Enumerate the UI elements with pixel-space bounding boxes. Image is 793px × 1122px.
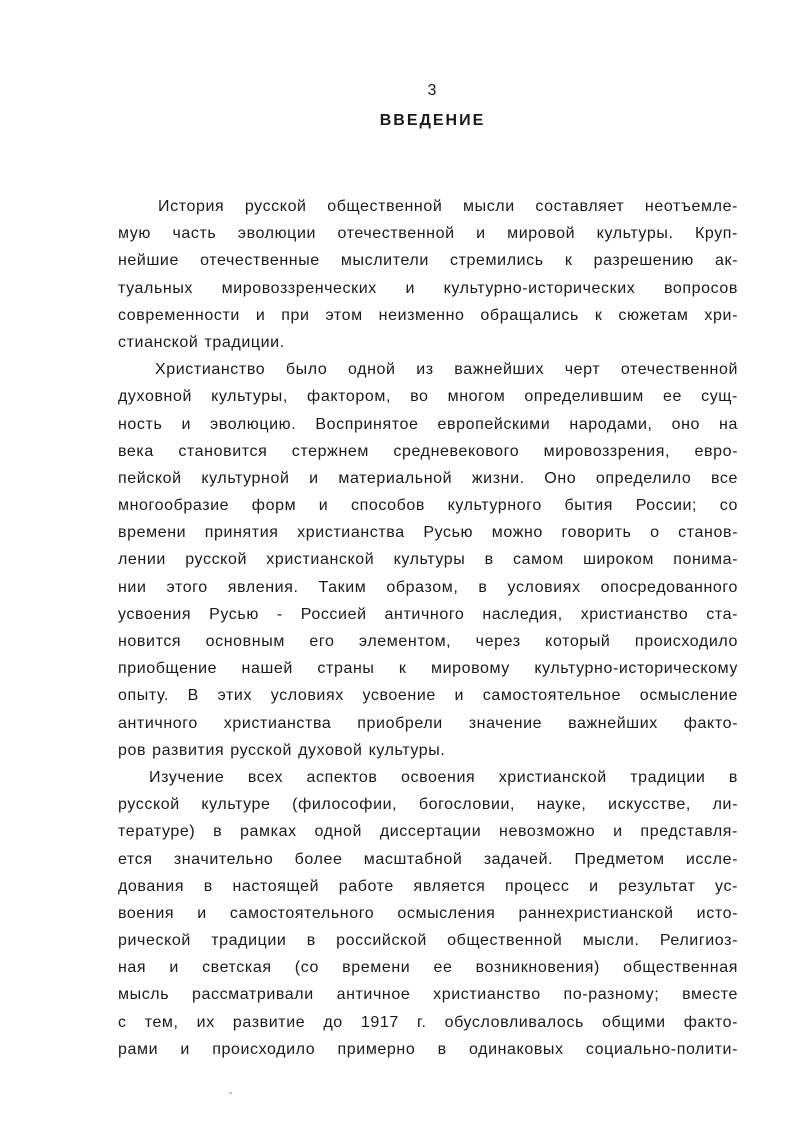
text-line: мысль рассматривали античное христианство по-разному; вместе: [118, 986, 738, 1004]
text-line: духовной культуры, фактором, во многом определившим ее сущ-: [118, 388, 738, 406]
text-line: времени принятия христианства Русью можно говорить о станов-: [118, 524, 738, 542]
text-line: рической традиции в российской общественной мысли. Религиоз-: [118, 932, 738, 950]
page-number: 3: [427, 82, 438, 99]
text-line: лении русской христианской культуры в самом широком понима-: [118, 551, 738, 569]
text-line: опыту. В этих условиях усвоение и самостоятельное осмысление: [118, 687, 738, 705]
text-line: стианской традиции.: [118, 333, 285, 351]
text-line: История русской общественной мысли составляет неотъемле-: [158, 198, 738, 215]
text-line: русской культуре (философии, богословии, науке, искусстве, ли-: [118, 796, 738, 814]
text-line: рами и происходило примерно в одинаковых социально-полити-: [118, 1040, 738, 1058]
text-line: дования в настоящей работе является процесс и результат ус-: [118, 877, 738, 895]
text-line: мую часть эволюции отечественной и мировой культуры. Круп-: [118, 225, 738, 243]
text-line: ная и светская (со времени ее возникновения) общественная: [118, 959, 738, 977]
text-line: пейской культурной и материальной жизни. Оно определило все: [118, 469, 738, 487]
text-line: Христианство было одной из важнейших черт отечественной: [155, 361, 738, 379]
text-line: с тем, их развитие до 1917 г. обусловливалось общими факто-: [118, 1013, 738, 1031]
page-title: ВВЕДЕНИЕ: [379, 112, 486, 129]
text-line: античного христианства приобрели значение важнейших факто-: [118, 714, 738, 732]
scan-speck: [229, 1092, 232, 1094]
text-line: туальных мировоззренческих и культурно-исторических вопросов: [118, 279, 738, 297]
text-line: усвоения Русью - Россией античного наследия, христианство ста-: [118, 605, 738, 623]
body-text: [118, 193, 738, 1063]
text-line: Изучение всех аспектов освоения христианской традиции в: [149, 768, 738, 786]
text-line: ность и эволюцию. Воспринятое европейскими народами, оно на: [118, 415, 738, 433]
text-line: тературе) в рамках одной диссертации невозможно и представля-: [118, 823, 738, 841]
text-line: воения и самостоятельного осмысления раннехристианской исто-: [118, 904, 738, 922]
text-line: приобщение нашей страны к мировому культурно-историческому: [118, 660, 738, 678]
text-line: ется значительно более масштабной задачей. Предметом иссле-: [118, 850, 738, 868]
text-line: нии этого явления. Таким образом, в условиях опосредованного: [118, 578, 738, 596]
text-line: новится основным его элементом, через который происходило: [118, 633, 738, 650]
text-line: ров развития русской духовой культуры.: [118, 741, 446, 759]
text-line: нейшие отечественные мыслители стремились к разрешению ак-: [118, 252, 738, 270]
text-line: многообразие форм и способов культурного бытия России; со: [118, 497, 738, 515]
text-line: современности и при этом неизменно обращались к сюжетам хри-: [118, 306, 738, 324]
text-line: века становится стержнем средневекового мировоззрения, евро-: [118, 442, 738, 460]
